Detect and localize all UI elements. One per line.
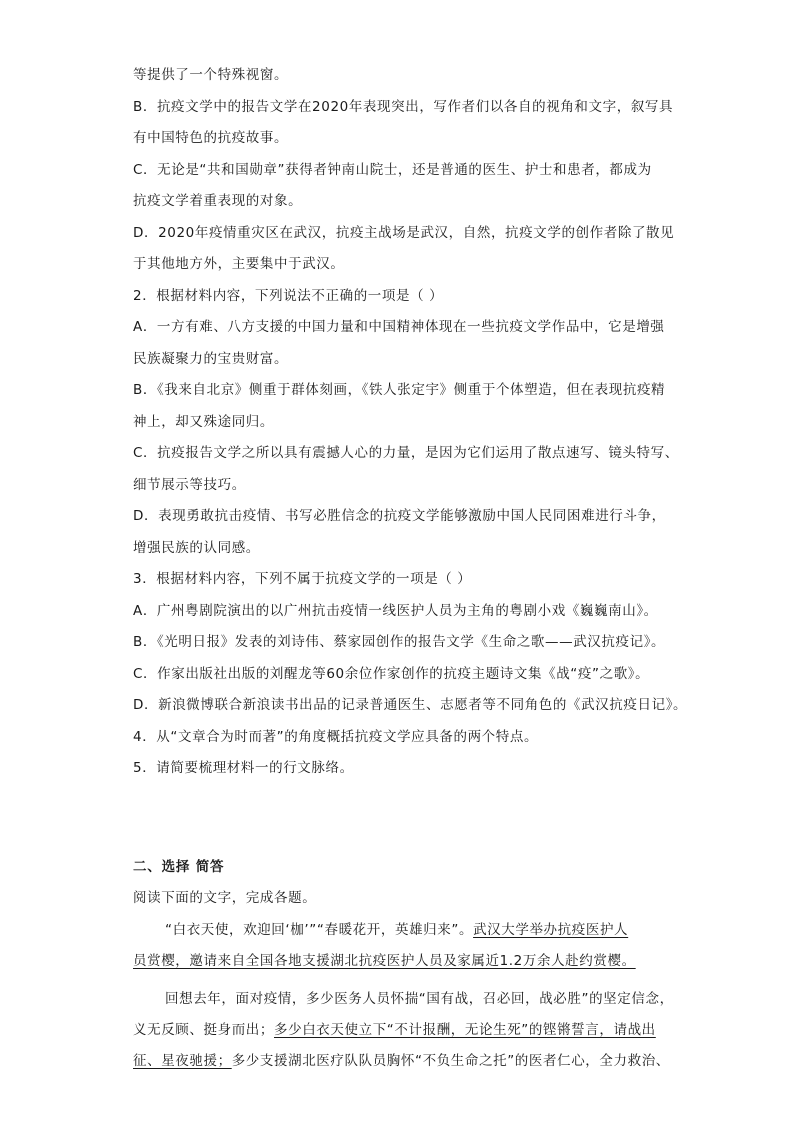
underlined-text: 多少白衣天使立下“不计报酬，无论生死”的铿锵誓言，请战出 <box>274 1022 656 1038</box>
option-b: B．《光明日报》发表的刘诗伟、蔡家园创作的报告文学《生命之歌——武汉抗疫记》。 <box>133 634 666 650</box>
option-c: C．抗疫报告文学之所以具有震撼人心的力量，是因为它们运用了散点速写、镜头特写、 <box>133 445 679 461</box>
passage-line <box>165 921 628 939</box>
option-c: C．作家出版社出版的刘醒龙等60余位作家创作的抗疫主题诗文集《战“疫”之歌》。 <box>133 666 650 682</box>
option-c: C．无论是“共和国勋章”获得者钟南山院士，还是普通的医生、护士和患者，都成为 <box>133 162 652 178</box>
option-b: B．《我来自北京》侧重于群体刻画，《铁人张定宇》侧重于个体塑造，但在表现抗疫精 <box>133 382 666 398</box>
reading-instruction: 阅读下面的文字，完成各题。 <box>133 890 317 906</box>
text-line: 细节展示等技巧。 <box>133 477 246 493</box>
question-5: 5．请简要梳理材料一的行文脉络。 <box>133 760 354 776</box>
passage-line <box>133 1021 656 1039</box>
text-line: 有中国特色的抗疫故事。 <box>133 130 289 146</box>
passage-line <box>133 1052 670 1070</box>
passage-text: 义无反顾、挺身而出； <box>133 1022 274 1038</box>
option-d: D．2020年疫情重灾区在武汉，抗疫主战场是武汉，自然，抗疫文学的创作者除了散见 <box>133 225 675 241</box>
text-line: 神上，却又殊途同归。 <box>133 414 274 430</box>
option-d: D．表现勇敢抗击疫情、书写必胜信念的抗疫文学能够激励中国人民同困难进行斗争， <box>133 508 666 524</box>
option-d: D．新浪微博联合新浪读书出品的记录普通医生、志愿者等不同角色的《武汉抗疫日记》。 <box>133 697 688 713</box>
section-heading: 二、选择 简答 <box>133 859 225 875</box>
option-a: A．广州粤剧院演出的以广州抗击疫情一线医护人员为主角的粤剧小戏《巍巍南山》。 <box>133 603 658 619</box>
option-b: B．抗疫文学中的报告文学在2020年表现突出，写作者们以各自的视角和文字，叙写具 <box>133 99 674 115</box>
text-line: 等提供了一个特殊视窗。 <box>133 67 289 83</box>
passage-line <box>133 952 636 970</box>
question-4: 4．从“文章合为时而著”的角度概括抗疫文学应具备的两个特点。 <box>133 729 539 745</box>
passage-text: “白衣天使，欢迎回‘枷’”“春暖花开，英雄归来”。 <box>165 922 474 938</box>
underlined-text: 武汉大学举办抗疫医护人 <box>473 922 629 938</box>
question-2: 2．根据材料内容，下列说法不正确的一项是（ ） <box>133 288 444 304</box>
text-line: 于其他地方外，主要集中于武汉。 <box>133 256 345 272</box>
question-3: 3．根据材料内容，下列不属于抗疫文学的一项是（ ） <box>133 571 472 587</box>
passage-text: 多少支援湖北医疗队队员胸怀“不负生命之托”的医者仁心，全力救治、 <box>231 1053 670 1069</box>
text-line: 抗疫文学着重表现的对象。 <box>133 193 303 209</box>
underlined-text: 征、星夜驰援； <box>133 1053 232 1069</box>
text-line: 增强民族的认同感。 <box>133 540 260 556</box>
option-a: A．一方有难、八方支援的中国力量和中国精神体现在一些抗疫文学作品中，它是增强 <box>133 319 665 335</box>
underlined-text: 员赏樱，邀请来自全国各地支援湖北抗疫医护人员及家属近1.2万余人赴约赏樱。 <box>133 953 636 969</box>
passage-line: 回想去年，面对疫情，多少医务人员怀揣“国有战，召必回，战必胜”的坚定信念， <box>165 991 674 1007</box>
text-line: 民族凝聚力的宝贵财富。 <box>133 351 289 367</box>
